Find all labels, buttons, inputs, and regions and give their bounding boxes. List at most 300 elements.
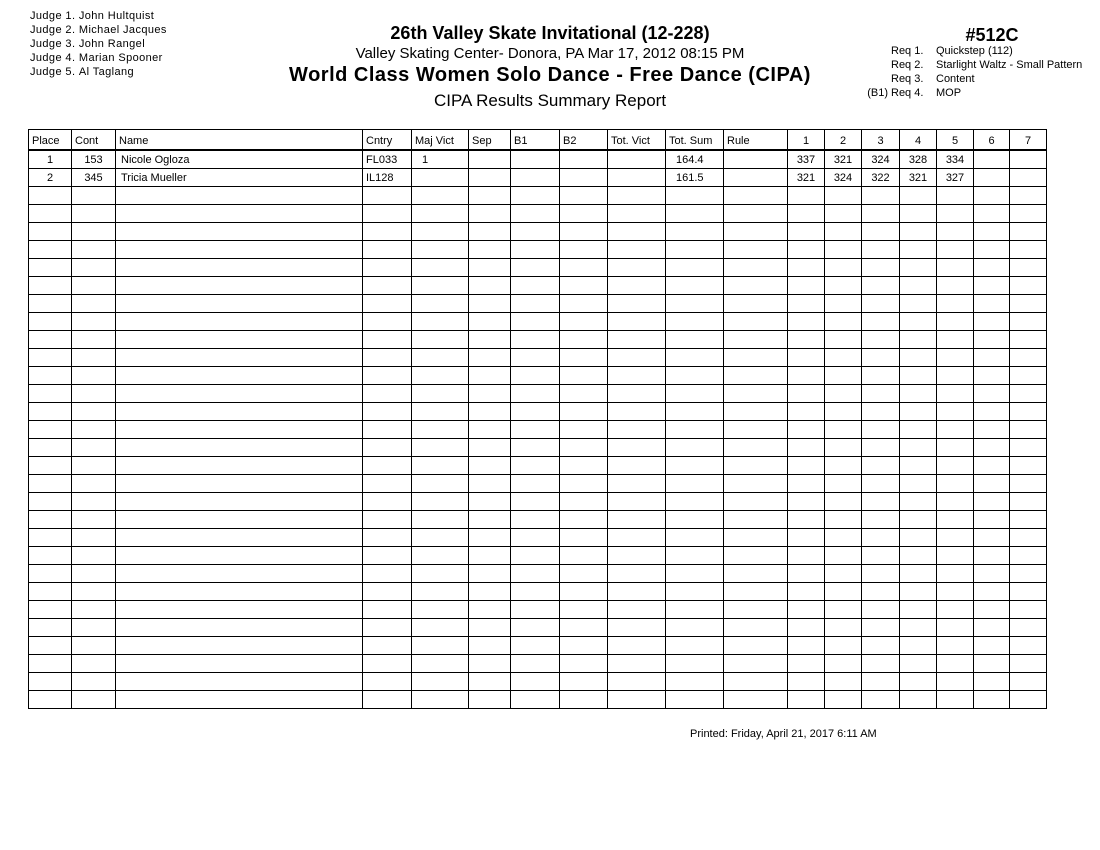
tot-vict-cell: [608, 169, 666, 187]
empty-cell: [72, 403, 116, 421]
empty-cell: [116, 637, 363, 655]
empty-cell: [937, 673, 974, 691]
column-header-cntry: Cntry: [363, 130, 412, 151]
empty-cell: [116, 655, 363, 673]
empty-table-row: [29, 439, 1047, 457]
judge-score-cell: 321: [825, 150, 862, 169]
empty-cell: [974, 691, 1010, 709]
empty-table-row: [29, 655, 1047, 673]
requirement-label: Req 4.: [891, 87, 924, 99]
empty-cell: [937, 385, 974, 403]
empty-cell: [29, 547, 72, 565]
empty-table-row: [29, 457, 1047, 475]
empty-cell: [900, 583, 937, 601]
empty-cell: [666, 511, 724, 529]
empty-cell: [608, 259, 666, 277]
empty-cell: [825, 601, 862, 619]
empty-cell: [1010, 637, 1047, 655]
empty-cell: [72, 601, 116, 619]
empty-cell: [363, 259, 412, 277]
empty-cell: [29, 367, 72, 385]
empty-cell: [724, 205, 788, 223]
empty-cell: [788, 259, 825, 277]
judge-entry: [30, 9, 167, 23]
empty-table-row: [29, 205, 1047, 223]
empty-cell: [72, 277, 116, 295]
empty-cell: [29, 619, 72, 637]
empty-cell: [862, 547, 900, 565]
empty-cell: [560, 277, 608, 295]
empty-cell: [825, 313, 862, 331]
empty-cell: [116, 529, 363, 547]
empty-cell: [511, 457, 560, 475]
judge-entry: [30, 65, 167, 79]
empty-cell: [862, 439, 900, 457]
empty-cell: [862, 565, 900, 583]
empty-cell: [724, 601, 788, 619]
empty-cell: [511, 637, 560, 655]
empty-cell: [788, 331, 825, 349]
empty-cell: [1010, 691, 1047, 709]
empty-cell: [511, 367, 560, 385]
empty-cell: [788, 439, 825, 457]
empty-cell: [560, 313, 608, 331]
empty-cell: [666, 691, 724, 709]
empty-cell: [72, 583, 116, 601]
rule-cell: [724, 169, 788, 187]
name-cell: Tricia Mueller: [116, 169, 363, 187]
empty-cell: [900, 313, 937, 331]
empty-cell: [116, 691, 363, 709]
empty-cell: [363, 223, 412, 241]
empty-cell: [511, 511, 560, 529]
empty-cell: [116, 673, 363, 691]
empty-cell: [937, 583, 974, 601]
empty-cell: [666, 439, 724, 457]
empty-cell: [511, 655, 560, 673]
empty-cell: [412, 385, 469, 403]
empty-cell: [862, 277, 900, 295]
empty-cell: [666, 673, 724, 691]
event-number: #512C: [965, 25, 1019, 45]
empty-cell: [1010, 583, 1047, 601]
empty-cell: [900, 295, 937, 313]
empty-cell: [937, 313, 974, 331]
empty-cell: [788, 511, 825, 529]
empty-cell: [666, 493, 724, 511]
empty-cell: [72, 691, 116, 709]
empty-cell: [72, 331, 116, 349]
empty-cell: [412, 619, 469, 637]
empty-cell: [825, 295, 862, 313]
empty-cell: [511, 493, 560, 511]
empty-cell: [608, 187, 666, 205]
judge-label: Judge 1.: [30, 10, 76, 22]
empty-cell: [825, 655, 862, 673]
empty-cell: [974, 205, 1010, 223]
empty-cell: [974, 367, 1010, 385]
empty-cell: [511, 673, 560, 691]
empty-cell: [511, 331, 560, 349]
column-header-place: Place: [29, 130, 72, 151]
empty-cell: [825, 619, 862, 637]
empty-cell: [788, 349, 825, 367]
empty-cell: [862, 241, 900, 259]
empty-cell: [412, 493, 469, 511]
empty-cell: [788, 457, 825, 475]
empty-cell: [666, 277, 724, 295]
empty-cell: [469, 349, 511, 367]
empty-cell: [974, 349, 1010, 367]
empty-cell: [1010, 259, 1047, 277]
empty-cell: [560, 205, 608, 223]
empty-cell: [666, 259, 724, 277]
empty-cell: [862, 511, 900, 529]
empty-cell: [974, 403, 1010, 421]
empty-cell: [666, 637, 724, 655]
empty-cell: [412, 655, 469, 673]
empty-cell: [511, 223, 560, 241]
empty-cell: [788, 367, 825, 385]
empty-cell: [974, 259, 1010, 277]
empty-cell: [363, 331, 412, 349]
b1-cell: [511, 169, 560, 187]
empty-cell: [560, 421, 608, 439]
empty-cell: [412, 223, 469, 241]
empty-cell: [363, 583, 412, 601]
requirement-name: Starlight Waltz - Small Pattern: [936, 59, 1083, 71]
empty-cell: [862, 367, 900, 385]
empty-cell: [560, 493, 608, 511]
column-header-rule: Rule: [724, 130, 788, 151]
empty-cell: [724, 439, 788, 457]
empty-cell: [608, 511, 666, 529]
empty-cell: [560, 691, 608, 709]
empty-cell: [937, 529, 974, 547]
empty-cell: [560, 511, 608, 529]
empty-cell: [1010, 187, 1047, 205]
empty-cell: [116, 331, 363, 349]
empty-cell: [974, 457, 1010, 475]
empty-cell: [724, 583, 788, 601]
empty-table-row: [29, 385, 1047, 403]
b2-cell: [560, 150, 608, 169]
cntry-cell: IL128: [363, 169, 412, 187]
empty-cell: [900, 493, 937, 511]
empty-cell: [937, 259, 974, 277]
empty-cell: [974, 241, 1010, 259]
empty-cell: [511, 691, 560, 709]
empty-cell: [29, 493, 72, 511]
empty-table-row: [29, 241, 1047, 259]
empty-table-row: [29, 277, 1047, 295]
empty-cell: [825, 259, 862, 277]
empty-table-row: [29, 475, 1047, 493]
empty-cell: [560, 187, 608, 205]
empty-cell: [363, 547, 412, 565]
empty-cell: [862, 385, 900, 403]
judge-label: Judge 3.: [30, 38, 76, 50]
empty-cell: [29, 259, 72, 277]
empty-cell: [412, 565, 469, 583]
empty-cell: [900, 601, 937, 619]
event-title: 26th Valley Skate Invitational (12-228): [390, 23, 710, 43]
empty-cell: [608, 475, 666, 493]
empty-cell: [608, 619, 666, 637]
empty-cell: [608, 223, 666, 241]
empty-cell: [412, 457, 469, 475]
empty-cell: [469, 583, 511, 601]
empty-table-row: [29, 313, 1047, 331]
empty-cell: [469, 385, 511, 403]
empty-cell: [666, 367, 724, 385]
empty-cell: [937, 187, 974, 205]
empty-cell: [469, 295, 511, 313]
empty-cell: [788, 295, 825, 313]
empty-cell: [724, 277, 788, 295]
empty-cell: [1010, 511, 1047, 529]
empty-table-row: [29, 259, 1047, 277]
table-row: [29, 169, 1047, 187]
empty-cell: [469, 421, 511, 439]
empty-cell: [724, 367, 788, 385]
empty-table-row: [29, 637, 1047, 655]
empty-cell: [469, 475, 511, 493]
empty-cell: [825, 511, 862, 529]
empty-cell: [825, 529, 862, 547]
empty-cell: [862, 691, 900, 709]
empty-cell: [608, 385, 666, 403]
empty-cell: [116, 349, 363, 367]
empty-cell: [412, 187, 469, 205]
empty-cell: [412, 601, 469, 619]
empty-cell: [788, 403, 825, 421]
judge-label: Judge 2.: [30, 24, 76, 36]
empty-cell: [862, 493, 900, 511]
empty-cell: [937, 601, 974, 619]
place-cell: 1: [29, 150, 72, 169]
empty-cell: [608, 331, 666, 349]
empty-cell: [937, 637, 974, 655]
empty-cell: [469, 565, 511, 583]
empty-cell: [412, 331, 469, 349]
empty-cell: [862, 205, 900, 223]
empty-cell: [974, 601, 1010, 619]
empty-cell: [666, 475, 724, 493]
empty-cell: [72, 493, 116, 511]
empty-cell: [900, 655, 937, 673]
empty-cell: [1010, 493, 1047, 511]
column-header-judge-3: 3: [862, 130, 900, 151]
empty-cell: [724, 295, 788, 313]
empty-cell: [608, 493, 666, 511]
empty-cell: [363, 277, 412, 295]
empty-cell: [469, 331, 511, 349]
empty-cell: [363, 205, 412, 223]
rule-cell: [724, 150, 788, 169]
empty-cell: [412, 673, 469, 691]
empty-cell: [560, 331, 608, 349]
empty-cell: [511, 421, 560, 439]
empty-cell: [1010, 673, 1047, 691]
empty-cell: [724, 619, 788, 637]
empty-cell: [937, 565, 974, 583]
empty-cell: [724, 223, 788, 241]
column-header-sep: Sep: [469, 130, 511, 151]
empty-cell: [900, 403, 937, 421]
empty-cell: [29, 475, 72, 493]
empty-cell: [29, 241, 72, 259]
empty-cell: [862, 331, 900, 349]
empty-cell: [511, 385, 560, 403]
empty-cell: [511, 403, 560, 421]
empty-cell: [666, 529, 724, 547]
empty-cell: [116, 511, 363, 529]
empty-cell: [974, 187, 1010, 205]
empty-cell: [469, 673, 511, 691]
empty-cell: [937, 367, 974, 385]
empty-cell: [560, 385, 608, 403]
cntry-cell: FL033: [363, 150, 412, 169]
empty-cell: [469, 457, 511, 475]
empty-cell: [412, 241, 469, 259]
empty-cell: [862, 295, 900, 313]
empty-cell: [29, 457, 72, 475]
empty-table-row: [29, 529, 1047, 547]
judge-score-cell: 324: [825, 169, 862, 187]
empty-cell: [862, 349, 900, 367]
empty-cell: [72, 205, 116, 223]
judge-score-cell: 322: [862, 169, 900, 187]
empty-cell: [900, 421, 937, 439]
empty-table-row: [29, 421, 1047, 439]
empty-cell: [116, 457, 363, 475]
empty-cell: [825, 457, 862, 475]
empty-cell: [363, 655, 412, 673]
empty-cell: [560, 475, 608, 493]
empty-cell: [900, 349, 937, 367]
empty-cell: [412, 475, 469, 493]
empty-cell: [116, 475, 363, 493]
empty-cell: [608, 565, 666, 583]
empty-cell: [1010, 403, 1047, 421]
empty-cell: [412, 529, 469, 547]
empty-cell: [825, 637, 862, 655]
empty-cell: [900, 187, 937, 205]
empty-cell: [29, 205, 72, 223]
empty-cell: [363, 439, 412, 457]
empty-cell: [974, 655, 1010, 673]
empty-cell: [469, 205, 511, 223]
empty-cell: [724, 475, 788, 493]
empty-cell: [608, 367, 666, 385]
empty-cell: [116, 367, 363, 385]
empty-cell: [412, 295, 469, 313]
empty-cell: [666, 457, 724, 475]
empty-cell: [412, 259, 469, 277]
judge-score-cell: [974, 150, 1010, 169]
empty-cell: [560, 349, 608, 367]
empty-cell: [724, 187, 788, 205]
sep-cell: [469, 150, 511, 169]
column-header-judge-7: 7: [1010, 130, 1047, 151]
empty-cell: [511, 349, 560, 367]
column-header-judge-2: 2: [825, 130, 862, 151]
empty-cell: [412, 313, 469, 331]
empty-cell: [363, 349, 412, 367]
empty-cell: [469, 493, 511, 511]
empty-cell: [363, 421, 412, 439]
judge-score-cell: 327: [937, 169, 974, 187]
empty-cell: [72, 421, 116, 439]
empty-cell: [937, 331, 974, 349]
empty-cell: [363, 295, 412, 313]
empty-cell: [560, 673, 608, 691]
empty-cell: [825, 349, 862, 367]
empty-cell: [825, 475, 862, 493]
empty-cell: [560, 367, 608, 385]
empty-cell: [724, 637, 788, 655]
empty-table-row: [29, 223, 1047, 241]
judge-name: Michael Jacques: [78, 24, 167, 36]
empty-cell: [900, 691, 937, 709]
judge-name: Al Taglang: [78, 66, 135, 78]
empty-cell: [666, 421, 724, 439]
empty-cell: [900, 565, 937, 583]
empty-cell: [1010, 457, 1047, 475]
empty-cell: [666, 619, 724, 637]
empty-cell: [666, 205, 724, 223]
empty-cell: [560, 565, 608, 583]
empty-cell: [788, 547, 825, 565]
column-header-judge-4: 4: [900, 130, 937, 151]
empty-cell: [363, 313, 412, 331]
empty-cell: [1010, 601, 1047, 619]
empty-cell: [116, 403, 363, 421]
empty-cell: [788, 601, 825, 619]
empty-cell: [116, 241, 363, 259]
column-header-maj-vict: Maj Vict: [412, 130, 469, 151]
requirement-label: Req 3.: [891, 73, 924, 85]
name-cell: Nicole Ogloza: [116, 150, 363, 169]
empty-cell: [788, 385, 825, 403]
empty-cell: [116, 583, 363, 601]
empty-cell: [937, 205, 974, 223]
empty-cell: [788, 205, 825, 223]
empty-cell: [608, 547, 666, 565]
empty-cell: [724, 349, 788, 367]
requirement-name: Quickstep (112): [936, 45, 1013, 57]
empty-table-row: [29, 403, 1047, 421]
empty-cell: [469, 313, 511, 331]
empty-cell: [825, 691, 862, 709]
empty-cell: [724, 241, 788, 259]
empty-cell: [974, 439, 1010, 457]
empty-cell: [560, 241, 608, 259]
empty-cell: [29, 565, 72, 583]
empty-cell: [974, 385, 1010, 403]
empty-cell: [608, 403, 666, 421]
empty-cell: [900, 331, 937, 349]
judge-score-cell: [974, 169, 1010, 187]
empty-cell: [511, 547, 560, 565]
empty-cell: [608, 637, 666, 655]
empty-cell: [29, 601, 72, 619]
judge-name: John Hultquist: [78, 10, 155, 22]
competition-title: World Class Women Solo Dance - Free Dance (CIPA): [289, 64, 811, 86]
empty-cell: [862, 601, 900, 619]
empty-cell: [469, 601, 511, 619]
